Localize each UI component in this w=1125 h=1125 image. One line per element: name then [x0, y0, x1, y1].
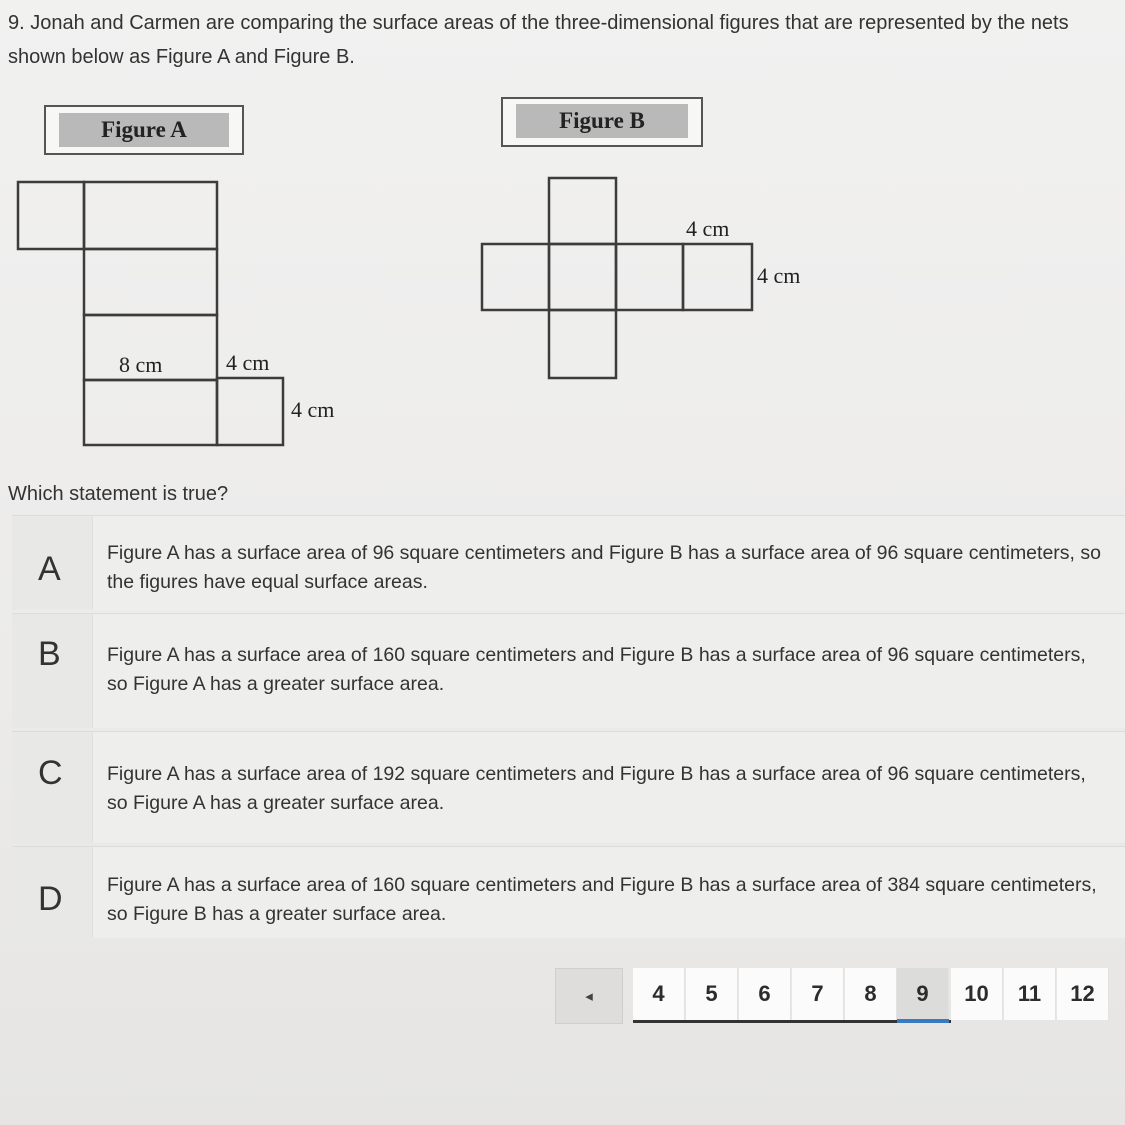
page-button-10[interactable]: 10 — [951, 968, 1003, 1020]
choice-d[interactable] — [12, 846, 1125, 938]
choice-c-text: Figure A has a surface area of 192 square centimeters and Figure B has a surface area of 96 square centimeters, so Figure A has a greater surface area. — [107, 763, 1086, 814]
net-b-face-2 — [549, 244, 616, 310]
figure-b-label: Figure B — [516, 104, 688, 138]
pagination — [555, 966, 1125, 1026]
prev-page-button[interactable] — [555, 968, 623, 1024]
net-a-face-left — [18, 182, 84, 249]
page-button-11[interactable]: 11 — [1004, 968, 1056, 1020]
nets-diagram — [0, 0, 1125, 480]
net-b-face-top — [549, 178, 616, 244]
figure-b-net — [482, 178, 800, 378]
figure-a-net — [18, 182, 334, 445]
prompt-text: Which statement is true? — [8, 483, 229, 505]
net-b-face-bottom — [549, 310, 616, 378]
net-a-face-4 — [84, 380, 217, 445]
page-button-6[interactable]: 6 — [739, 968, 791, 1020]
chevron-left-icon: ◂ — [585, 988, 593, 1005]
choice-b[interactable] — [12, 613, 1125, 728]
net-b-face-3 — [616, 244, 683, 310]
choice-d-letter: D — [38, 880, 63, 918]
figure-a-dim-height: 4 cm — [291, 397, 335, 422]
figure-b-dim-top: 4 cm — [686, 216, 730, 241]
choice-c-letter: C — [38, 754, 63, 792]
figure-a-dim-width: 4 cm — [226, 350, 270, 375]
question-text: 9. Jonah and Carmen are comparing the surface areas of the three-dimensional figures that are represented by the nets shown below as Figure A and Figure B. — [8, 12, 1069, 68]
net-a-face-right — [217, 378, 283, 445]
choice-b-text: Figure A has a surface area of 160 square centimeters and Figure B has a surface area of 96 square centimeters, so Figure A has a greater surface area. — [107, 644, 1086, 695]
choice-d-text: Figure A has a surface area of 160 square centimeters and Figure B has a surface area of 384 square centimeters, so Figure B has a greater surface area. — [107, 874, 1097, 925]
figure-a-dim-length: 8 cm — [119, 352, 163, 377]
figure-a-label: Figure A — [59, 113, 229, 147]
page-button-8[interactable]: 8 — [845, 968, 897, 1020]
choice-a-text: Figure A has a surface area of 96 square centimeters and Figure B has a surface area of 96 square centimeters, so the figures have equal surface areas. — [107, 542, 1101, 593]
net-a-face-1 — [84, 182, 217, 249]
net-a-face-2 — [84, 249, 217, 315]
choice-a[interactable] — [12, 515, 1125, 610]
figure-b-dim-side: 4 cm — [757, 263, 801, 288]
page-button-7[interactable]: 7 — [792, 968, 844, 1020]
choice-b-letter: B — [38, 635, 61, 673]
page-button-9[interactable]: 9 — [897, 968, 949, 1020]
choice-c[interactable] — [12, 731, 1125, 843]
current-page-indicator — [897, 1019, 949, 1023]
net-b-face-1 — [482, 244, 549, 310]
net-b-face-4 — [683, 244, 752, 310]
choice-a-letter: A — [38, 550, 61, 588]
page-button-4[interactable]: 4 — [633, 968, 685, 1020]
page-button-12[interactable]: 12 — [1057, 968, 1109, 1020]
page-button-5[interactable]: 5 — [686, 968, 738, 1020]
